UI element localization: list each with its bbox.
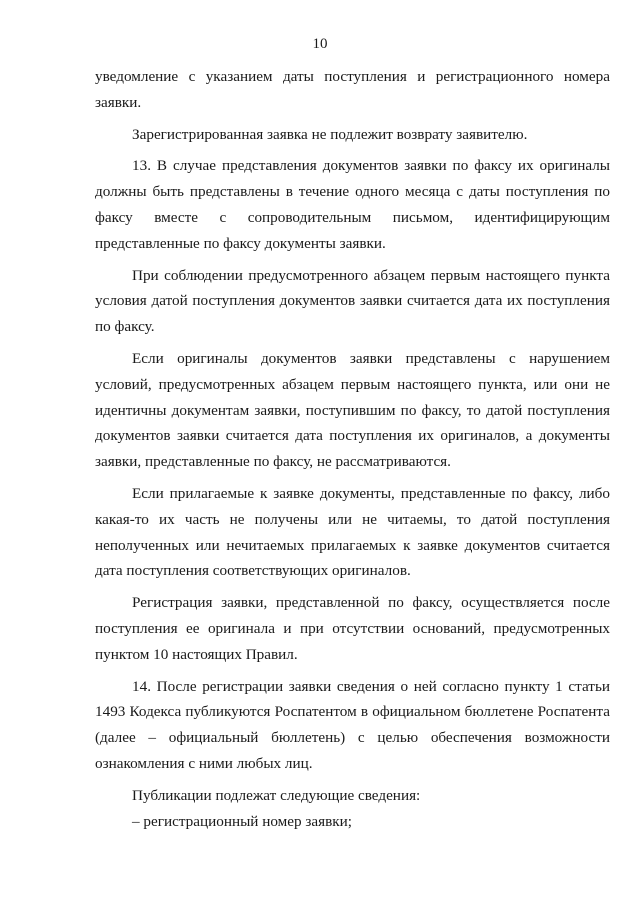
paragraph-registered-application: Зарегистрированная заявка не подлежит возврату заявителю. — [132, 125, 528, 143]
paragraph-originals-violation: Если оригиналы документов заявки представлены с нарушением условий, предусмотренных абзацем первым настоящего пункта, или они не идентичны документам заявки, поступившим по факсу, то датой поступления документов заявки считается дата поступления их оригиналов, а документы заявки, представленные по факсу, не рассматриваются. — [95, 349, 610, 471]
paragraph-publication-info: Публикации подлежат следующие сведения: — [132, 786, 421, 804]
paragraph-fax-date: При соблюдении предусмотренного абзацем первым настоящего пункта условия датой поступления документов заявки считается дата их поступления по факсу. — [95, 266, 610, 336]
paragraph-attached-documents: Если прилагаемые к заявке документы, представленные по факсу, либо какая-то их часть не получены или не читаемы, то датой поступления неполученных или нечитаемых прилагаемых к заявке документов считается дата поступления соответствующих оригиналов. — [95, 484, 610, 580]
paragraph-clause-14: 14. После регистрации заявки сведения о ней согласно пункту 1 статьи 1493 Кодекса публикуются Роспатентом в официальном бюллетене Роспатента (далее – официальный бюллетень) с целью обеспечения возможности ознакомления с ними любых лиц. — [95, 677, 610, 772]
paragraph-continuation: уведомление с указанием даты поступления и регистрационного номера заявки. — [95, 68, 610, 111]
page-body — [95, 64, 610, 834]
paragraph-fax-registration: Регистрация заявки, представленной по факсу, осуществляется после поступления ее оригинала и при отсутствии оснований, предусмотренных пунктом 10 настоящих Правил. — [95, 594, 610, 663]
list-item-registration-number: – регистрационный номер заявки; — [132, 812, 353, 830]
paragraph-clause-13: 13. В случае представления документов заявки по факсу их оригиналы должны быть представлены в течение одного месяца с даты поступления по факсу вместе с сопроводительным письмом, идентифицирующим представленные по факсу документы заявки. — [95, 157, 610, 252]
page-number: 10 — [312, 36, 328, 52]
